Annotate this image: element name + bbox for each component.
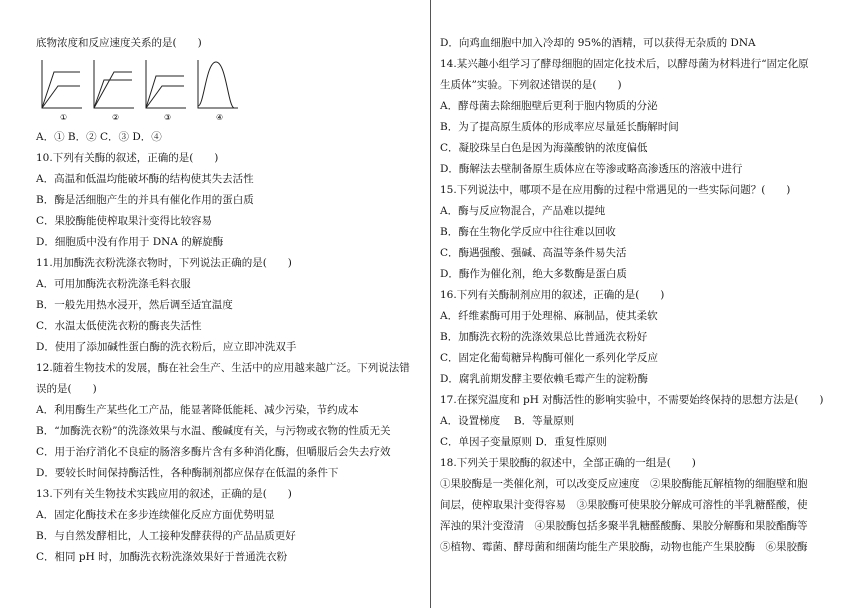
- question-10-option-c: C．果胶酶能使榨取果汁变得比较容易: [36, 215, 213, 227]
- question-11-option-d: D．使用了添加碱性蛋白酶的洗衣粉后，应立即冲洗双手: [36, 341, 297, 353]
- question-14-option-a: A．酵母菌去除细胞壁后更利于胞内物质的分泌: [440, 100, 658, 112]
- question-18-statements-line-1: ①果胶酶是一类催化剂，可以改变反应速度 ②果胶酶能瓦解植物的细胞壁和胞: [440, 478, 808, 490]
- question-11-option-c: C．水温太低使洗衣粉的酶丧失活性: [36, 320, 202, 332]
- question-16-option-a: A．纤维素酶可用于处理棉、麻制品，使其柔软: [440, 310, 658, 322]
- question-15-stem: 15.下列说法中，哪项不是在应用酶的过程中常遇见的一些实际问题？( ): [440, 184, 791, 196]
- question-18-statements-line-4: ⑤植物、霉菌、酵母菌和细菌均能生产果胶酶，动物也能产生果胶酶 ⑥果胶酶: [440, 541, 808, 553]
- question-15-option-d: D．酶作为催化剂，绝大多数酶是蛋白质: [440, 268, 627, 280]
- question-10-option-a: A．高温和低温均能破坏酶的结构使其失去活性: [36, 173, 254, 185]
- graph-4: [198, 60, 238, 108]
- question-13-stem: 13.下列有关生物技术实践应用的叙述，正确的是( ): [36, 488, 292, 500]
- question-12-stem-line-2: 误的是( ): [36, 383, 97, 395]
- graph-label-1: ①: [60, 113, 68, 122]
- question-15-option-a: A．酶与反应物混合，产品难以提纯: [440, 205, 606, 217]
- question-17-options-cd: C．单因子变量原则 D．重复性原则: [440, 436, 607, 448]
- question-11-stem: 11.用加酶洗衣粉洗涤衣物时，下列说法正确的是( ): [36, 257, 292, 269]
- graph-label-4: ④: [216, 113, 224, 122]
- question-16-option-d: D．腐乳前期发酵主要依赖毛霉产生的淀粉酶: [440, 373, 648, 385]
- question-17-stem: 17.在探究温度和 pH 对酶活性的影响实验中，不需要始终保持的思想方法是( ): [440, 394, 824, 406]
- question-10-option-b: B．酶是活细胞产生的并具有催化作用的蛋白质: [36, 194, 254, 206]
- question-12-stem-line-1: 12.随着生物技术的发展，酶在社会生产、生活中的应用越来越广泛。下列说法错: [36, 362, 410, 374]
- rate-curves-figure: [38, 58, 238, 122]
- question-14-option-b: B．为了提高原生质体的形成率应尽量延长酶解时间: [440, 121, 679, 133]
- question-16-stem: 16.下列有关酶制剂应用的叙述，正确的是( ): [440, 289, 665, 301]
- question-13-option-a: A．固定化酶技术在多步连续催化反应方面优势明显: [36, 509, 275, 521]
- question-18-statements-line-2: 间层，使榨取果汁变得容易 ③果胶酶可使果胶分解成可溶性的半乳糖醛酸，使: [440, 499, 808, 511]
- question-13-option-b: B．与自然发酵相比，人工接种发酵获得的产品品质更好: [36, 530, 296, 542]
- question-12-option-d: D．要较长时间保持酶活性，各种酶制剂都应保存在低温的条件下: [36, 467, 339, 479]
- graph-2: [94, 60, 134, 108]
- column-divider: [430, 0, 431, 608]
- question-10-stem: 10.下列有关酶的叙述，正确的是( ): [36, 152, 219, 164]
- question-12-option-c: C．用于治疗消化不良症的肠溶多酶片含有多种消化酶，但嚼服后会失去疗效: [36, 446, 391, 458]
- question-14-stem-line-2: 生质体”实验。下列叙述错误的是( ): [440, 79, 622, 91]
- graph-label-3: ③: [164, 113, 172, 122]
- graph-3: [146, 60, 186, 108]
- question-18-statements-line-3: 浑浊的果汁变澄清 ④果胶酶包括多聚半乳糖醛酸酶、果胶分解酶和果胶酯酶等: [440, 520, 808, 532]
- question-13-option-c: C．相同 pH 时，加酶洗衣粉洗涤效果好于普通洗衣粉: [36, 551, 288, 563]
- question-9-stem-continued: 底物浓度和反应速度关系的是( ): [36, 37, 202, 49]
- graph-1: [42, 60, 82, 108]
- question-18-stem: 18.下列关于果胶酶的叙述中，全部正确的一组是( ): [440, 457, 696, 469]
- question-14-option-c: C．凝胶珠呈白色是因为海藻酸钠的浓度偏低: [440, 142, 648, 154]
- question-11-option-b: B．一般先用热水浸开，然后调至适宜温度: [36, 299, 233, 311]
- question-14-stem-line-1: 14.某兴趣小组学习了酵母细胞的固定化技术后，以酵母菌为材料进行“固定化原: [440, 58, 809, 70]
- question-13-option-d: D．向鸡血细胞中加入冷却的 95%的酒精，可以获得无杂质的 DNA: [440, 37, 756, 49]
- question-11-option-a: A．可用加酶洗衣粉洗涤毛料衣服: [36, 278, 191, 290]
- question-10-option-d: D．细胞质中没有作用于 DNA 的解旋酶: [36, 236, 224, 248]
- question-16-option-c: C．固定化葡萄糖异构酶可催化一系列化学反应: [440, 352, 659, 364]
- question-9-options: A．① B．② C．③ D．④: [36, 131, 162, 143]
- question-17-options-ab: A．设置梯度 B．等量原则: [440, 415, 575, 427]
- question-12-option-b: B．“加酶洗衣粉”的洗涤效果与水温、酸碱度有关，与污物或衣物的性质无关: [36, 425, 391, 437]
- question-12-option-a: A．利用酶生产某些化工产品，能显著降低能耗、减少污染，节约成本: [36, 404, 359, 416]
- question-14-option-d: D．酶解法去壁制备原生质体应在等渗或略高渗透压的溶液中进行: [440, 163, 743, 175]
- question-16-option-b: B．加酶洗衣粉的洗涤效果总比普通洗衣粉好: [440, 331, 648, 343]
- graph-label-2: ②: [112, 113, 120, 122]
- question-15-option-c: C．酶遇强酸、强碱、高温等条件易失活: [440, 247, 627, 259]
- question-15-option-b: B．酶在生物化学反应中往往难以回收: [440, 226, 616, 238]
